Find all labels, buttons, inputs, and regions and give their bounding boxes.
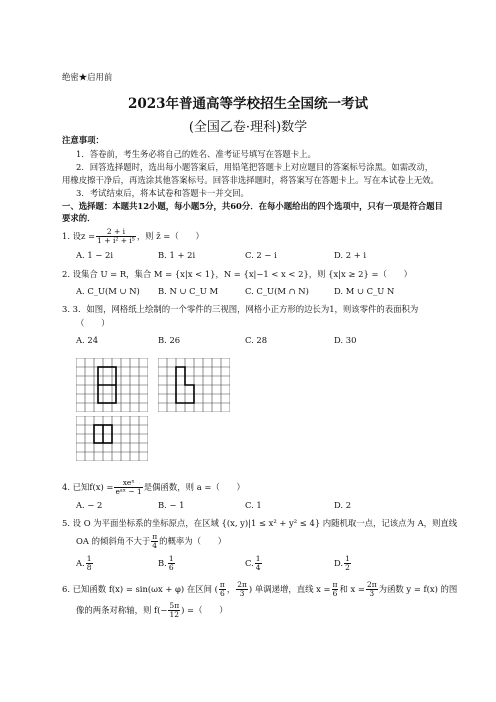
q5-option-b-frac: [168, 555, 175, 572]
notice-item-3: 3．考试结束后，将本试卷和答题卡一并交回。: [76, 188, 249, 198]
q6-and: 和 x =: [339, 583, 365, 594]
q1-fraction: [96, 228, 136, 245]
q5-option-d-num: 1: [345, 553, 350, 563]
q4-option-b: B. − 1: [158, 500, 185, 510]
notice-item-2-cont: 用橡皮擦干净后，再选涂其他答案标号。回答非选择题时，将答案写在答题卡上。写在本试卷上无效。: [62, 175, 439, 185]
q1-frac-num: 2 + i: [96, 228, 136, 237]
q4-fraction: [114, 479, 142, 496]
q4-prefix: 4. 已知: [62, 481, 90, 492]
q5-frac-den: 4: [152, 540, 158, 550]
secret-mark: 绝密★启用前: [62, 72, 113, 82]
q1-option-b: B. 1 + 2i: [158, 250, 196, 260]
q6-frac-1: [219, 581, 226, 598]
q4-frac-den: eᵃˣ − 1: [115, 486, 142, 496]
q5-option-a-frac: [86, 555, 93, 572]
q5-option-d-den: 2: [345, 562, 350, 572]
q3-stem-cont: （ ）: [76, 318, 110, 328]
q2-option-b: B. N ∪ C_U M: [158, 286, 219, 296]
q2-option-c: C. C_U(M ∩ N): [245, 286, 309, 296]
q5-option-b-label: B.: [158, 557, 167, 568]
q5-option-b-num: 1: [168, 553, 174, 563]
q6-text-b: ) 单调递增，直线 x =: [248, 583, 331, 594]
q6-stem-cont: [76, 600, 228, 620]
q5-frac-num: π: [152, 531, 158, 541]
q4-option-c: C. 1: [245, 500, 262, 510]
q5-option-a-num: 1: [86, 553, 92, 563]
q5-option-b-den: 6: [168, 562, 174, 572]
q1-stem: [62, 226, 204, 246]
q5-option-c-num: 1: [255, 553, 261, 563]
q6-frac-1-num: π: [219, 579, 225, 589]
q4-frac-num: xeˣ: [114, 479, 142, 488]
exam-subtitle: (全国乙卷·理科)数学: [188, 120, 308, 135]
notice-heading: 注意事项：: [62, 135, 104, 145]
section-heading-cont: 要求的．: [62, 213, 96, 223]
q3-stem: 3. 3．如图，网格纸上绘制的一个零件的三视图，网格小正方形的边长为1，则该零件的表面积为: [62, 304, 419, 314]
q3-option-b: B. 26: [158, 335, 181, 345]
q6-comma: ，: [226, 583, 236, 594]
q6-frac-5-den: 12: [169, 609, 180, 619]
q1-option-a: A. 1 − 2i: [76, 250, 114, 260]
notice-item-1: 1．答卷前，考生务必将自己的姓名、准考证号填写在答题卡上。: [76, 149, 316, 159]
q5-option-d: [334, 553, 352, 573]
q6-text-a: 6. 已知函数 f(x) = sin(ωx + φ) 在区间 (: [62, 583, 218, 594]
q5-stem: 5. 设 O 为平面坐标系的坐标原点，在区域 {(x, y)|1 ≤ x² + y² ≤ 4} 内随机取一点，记该点为 A，则直线: [62, 518, 458, 528]
q6-frac-2: [236, 581, 248, 598]
q1-frac-den: 1 + i² + i⁵: [97, 235, 135, 245]
q6-frac-3: [332, 581, 339, 598]
q6-frac-3-den: 6: [332, 588, 338, 598]
q5-fraction: [151, 533, 158, 550]
q5-option-a: [76, 553, 94, 573]
q5-option-c-frac: [255, 555, 262, 572]
q6-frac-5: [168, 602, 180, 619]
q6-frac-4-num: 2π: [366, 579, 377, 589]
q5-option-c-label: C.: [245, 557, 254, 568]
q6-frac-4-den: 3: [369, 588, 375, 598]
exam-title: 2023年普通高等学校招生全国统一考试: [127, 96, 369, 112]
q6-frac-2-num: 2π: [237, 579, 247, 589]
q1-option-c: C. 2 − i: [245, 250, 277, 260]
q1-suffix: ，则 z̄ =（ ）: [136, 230, 204, 241]
q1-option-d: D. 2 + i: [334, 250, 367, 260]
q3-option-d: D. 30: [334, 335, 357, 345]
q6-text-c: 为函数 y = f(x) 的图: [378, 583, 458, 594]
side-view-figure: [158, 358, 230, 412]
q5-option-b: [158, 553, 176, 573]
q5-option-c: [245, 553, 263, 573]
q5-option-a-den: 8: [86, 562, 92, 572]
q5-stem-cont: [76, 531, 226, 551]
q4-suffix: 是偶函数，则 a =（ ）: [143, 481, 245, 492]
front-view-figure: [76, 358, 148, 412]
q6-frac-4: [366, 581, 378, 598]
q6-frac-3-num: π: [332, 579, 338, 589]
q4-func: f(x) =: [89, 481, 114, 492]
q6-text-d: 像的两条对称轴，则 f(−: [76, 604, 168, 615]
section-heading: 一、选择题：本题共12小题，每小题5分，共60分．在每小题给出的四个选项中，只有一项是符合题目: [62, 201, 443, 211]
q2-option-d: D. M ∪ C_U N: [334, 286, 395, 296]
notice-item-2: 2．回答选择题时，选出每小题答案后，用铅笔把答题卡上对应题目的答案标号涂黑。如需改动，: [76, 162, 434, 172]
q4-option-a: A. − 2: [76, 500, 103, 510]
q4-stem: [62, 477, 245, 497]
q6-frac-2-den: 3: [239, 588, 245, 598]
q3-option-a: A. 24: [76, 335, 99, 345]
q6-text-e: ) =（ ）: [181, 604, 228, 615]
q5-suffix: 的概率为（ ）: [159, 535, 227, 546]
q3-option-c: C. 28: [245, 335, 268, 345]
q5-option-d-label: D.: [334, 557, 344, 568]
q6-stem: [62, 579, 457, 599]
q4-option-d: D. 2: [334, 500, 352, 510]
q1-prefix: 1. 设: [62, 230, 82, 241]
q5-prefix: OA 的倾斜角不大于: [76, 535, 151, 546]
q5-option-a-label: A.: [76, 557, 85, 568]
top-view-figure: [76, 416, 148, 461]
q2-stem: 2. 设集合 U = R，集合 M = {x|x < 1}，N = {x|−1 < x < 2}，则 {x|x ≥ 2} =（ ）: [62, 269, 412, 279]
q5-option-d-frac: [344, 555, 351, 572]
q6-frac-5-num: 5π: [169, 600, 180, 610]
q2-option-a: A. C_U(M ∪ N): [76, 286, 140, 296]
q1-z-eq: z =: [81, 230, 96, 241]
q6-frac-1-den: 6: [219, 588, 225, 598]
q5-option-c-den: 4: [255, 562, 261, 572]
